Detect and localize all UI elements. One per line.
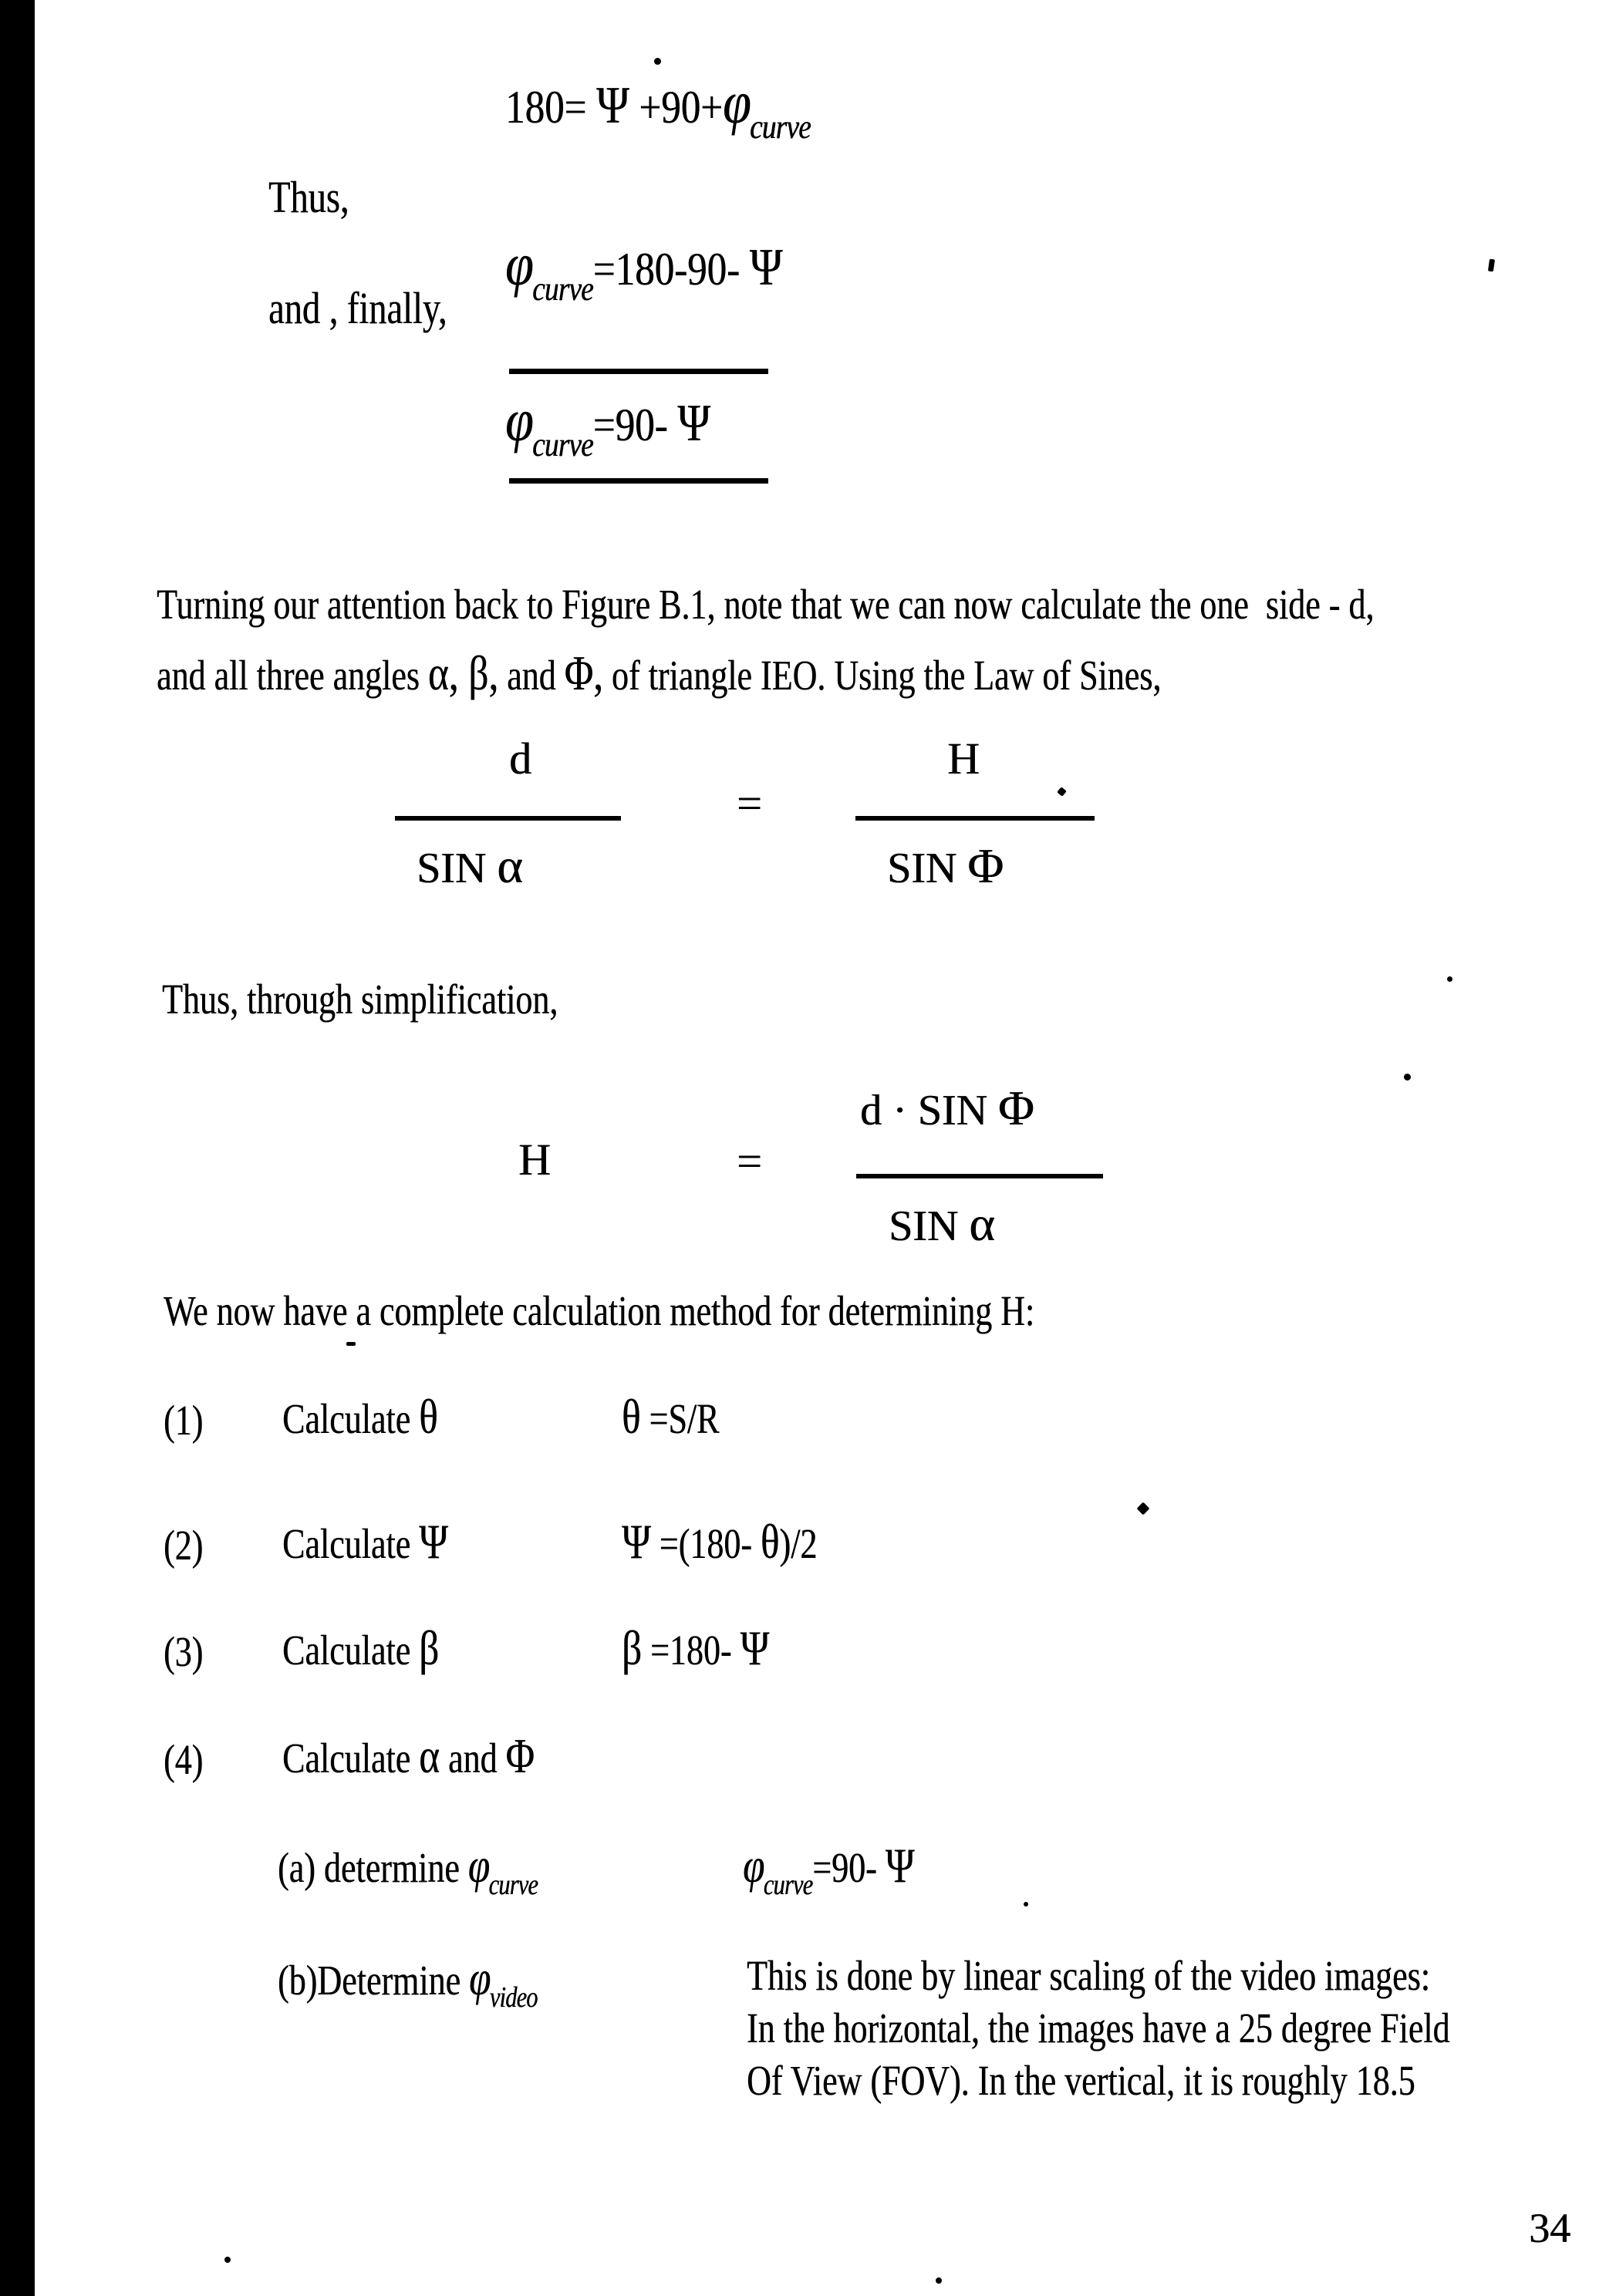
step4a-equation bbox=[743, 1837, 914, 1902]
step3-label bbox=[282, 1620, 439, 1677]
h-equation-numerator bbox=[860, 1080, 1034, 1137]
scan-speck bbox=[1024, 1902, 1028, 1907]
scan-speck bbox=[346, 1342, 356, 1346]
alpha-symbol: α bbox=[969, 1196, 995, 1251]
step-text: )/2 bbox=[779, 1520, 818, 1567]
psi-symbol: Ψ bbox=[749, 238, 783, 296]
step1-label bbox=[282, 1388, 438, 1445]
step4b-text-line3: Of View (FOV). In the vertical, it is roughly 18.5 bbox=[747, 2057, 1415, 2104]
theta-symbol: θ bbox=[622, 1389, 641, 1444]
equals-sign: = bbox=[737, 1136, 762, 1186]
step-text: Calculate bbox=[282, 1520, 420, 1567]
method-intro: We now have a complete calculation method for determining H: bbox=[164, 1287, 1035, 1334]
cap-phi-symbol: Φ, bbox=[564, 646, 603, 700]
scan-speck bbox=[936, 2277, 942, 2284]
beta-symbol: β bbox=[419, 1620, 440, 1675]
scan-speck bbox=[654, 58, 661, 65]
equals-sign: = bbox=[737, 778, 762, 828]
sin-text: SIN bbox=[889, 1202, 970, 1250]
fraction-right-bar bbox=[855, 816, 1095, 821]
rule-below-equation bbox=[509, 478, 768, 484]
eq-text: +90+ bbox=[629, 82, 723, 133]
phi-subscript: curve bbox=[749, 108, 811, 146]
equation-curve-boxed bbox=[505, 386, 710, 464]
equation-180 bbox=[505, 68, 811, 147]
step1-equation bbox=[622, 1388, 719, 1445]
phi-symbol: φ bbox=[467, 1838, 489, 1893]
and-finally-label: and , finally, bbox=[268, 283, 447, 333]
scan-speck bbox=[1404, 1074, 1411, 1081]
phi-symbol: φ bbox=[469, 1950, 490, 2005]
step2-number: (2) bbox=[164, 1522, 204, 1569]
scan-speck bbox=[1057, 787, 1067, 797]
step4b-text-line2: In the horizontal, the images have a 25 degree Field bbox=[747, 2004, 1450, 2052]
step4b-text-line1: This is done by linear scaling of the video images: bbox=[747, 1952, 1430, 1999]
phi-symbol: φ bbox=[505, 386, 532, 453]
eq-text: =180-90- bbox=[592, 244, 750, 295]
scan-speck bbox=[1488, 259, 1495, 272]
phi-subscript: curve bbox=[763, 1869, 813, 1901]
phi-subscript: video bbox=[489, 1981, 538, 2014]
paragraph-text: and all three angles bbox=[157, 652, 428, 699]
paragraph-text: of triangle IEO. Using the Law of Sines, bbox=[602, 652, 1162, 699]
psi-symbol: Ψ bbox=[622, 1514, 651, 1569]
eq-text: =90- bbox=[592, 400, 678, 450]
scan-speck bbox=[224, 2257, 231, 2263]
sin-text: SIN bbox=[887, 845, 968, 892]
equation-curve-a bbox=[505, 230, 782, 308]
phi-symbol: φ bbox=[722, 69, 750, 136]
h-equation-fraction-bar bbox=[856, 1174, 1103, 1178]
step4b-label bbox=[278, 1950, 538, 2014]
rule-above-equation bbox=[509, 369, 768, 374]
paragraph-text: and bbox=[498, 652, 565, 699]
phi-subscript: curve bbox=[531, 270, 593, 308]
thus-simplification-label: Thus, through simplification, bbox=[162, 976, 558, 1023]
psi-symbol: Ψ bbox=[740, 1620, 770, 1675]
phi-symbol: φ bbox=[743, 1838, 764, 1893]
fraction-left-denominator bbox=[417, 838, 523, 895]
fraction-left-numerator: d bbox=[509, 733, 531, 784]
step-text: =S/R bbox=[640, 1395, 720, 1442]
sin-text: SIN bbox=[417, 845, 498, 892]
scan-edge-bar bbox=[0, 0, 35, 2296]
eq-text: d · SIN bbox=[860, 1087, 998, 1135]
beta-symbol: β bbox=[622, 1620, 643, 1675]
step-text: Calculate bbox=[282, 1627, 420, 1674]
fraction-right-numerator: H bbox=[947, 733, 980, 784]
thus-label: Thus, bbox=[268, 172, 349, 222]
h-equation-lhs: H bbox=[518, 1135, 551, 1185]
step3-equation bbox=[622, 1620, 769, 1677]
psi-symbol: Ψ bbox=[885, 1838, 915, 1893]
alpha-beta-symbols: α, β, bbox=[427, 646, 499, 700]
cap-phi-symbol: Φ bbox=[505, 1728, 535, 1783]
step-text: Calculate bbox=[282, 1735, 420, 1782]
step4-label bbox=[282, 1728, 535, 1785]
cap-phi-symbol: Φ bbox=[967, 838, 1004, 893]
scan-speck bbox=[1137, 1502, 1150, 1515]
phi-subscript: curve bbox=[488, 1869, 538, 1901]
step-text: (a) determine bbox=[278, 1844, 468, 1891]
page-number: 34 bbox=[1529, 2205, 1570, 2251]
step2-label bbox=[282, 1513, 448, 1570]
phi-subscript: curve bbox=[531, 426, 593, 464]
step2-equation bbox=[622, 1513, 817, 1570]
phi-symbol: φ bbox=[505, 231, 532, 298]
psi-symbol: Ψ bbox=[596, 76, 629, 134]
cap-phi-symbol: Φ bbox=[997, 1081, 1034, 1135]
paragraph-line1: Turning our attention back to Figure B.1, note that we can now calculate the one side - d, bbox=[157, 581, 1375, 628]
step-text: (b)Determine bbox=[278, 1957, 469, 2004]
step1-number: (1) bbox=[164, 1397, 204, 1444]
eq-text: 180= bbox=[505, 82, 597, 133]
step-text: =(180- bbox=[650, 1520, 761, 1567]
psi-symbol: Ψ bbox=[419, 1514, 448, 1569]
scan-speck bbox=[1447, 976, 1452, 982]
step4-number: (4) bbox=[164, 1736, 204, 1783]
theta-symbol: θ bbox=[760, 1514, 780, 1569]
step-text: and bbox=[439, 1735, 506, 1782]
alpha-symbol: α bbox=[497, 838, 523, 893]
step3-number: (3) bbox=[164, 1628, 204, 1675]
psi-symbol: Ψ bbox=[677, 393, 710, 452]
paragraph-line2 bbox=[157, 645, 1161, 702]
fraction-right-denominator bbox=[887, 838, 1004, 895]
alpha-symbol: α bbox=[419, 1728, 440, 1783]
theta-symbol: θ bbox=[419, 1389, 438, 1444]
step-text: =90- bbox=[812, 1844, 886, 1891]
step4a-label bbox=[278, 1837, 538, 1902]
fraction-left-bar bbox=[395, 816, 621, 821]
step-text: =180- bbox=[642, 1627, 741, 1674]
step-text: Calculate bbox=[282, 1395, 420, 1442]
h-equation-denominator bbox=[889, 1195, 995, 1253]
